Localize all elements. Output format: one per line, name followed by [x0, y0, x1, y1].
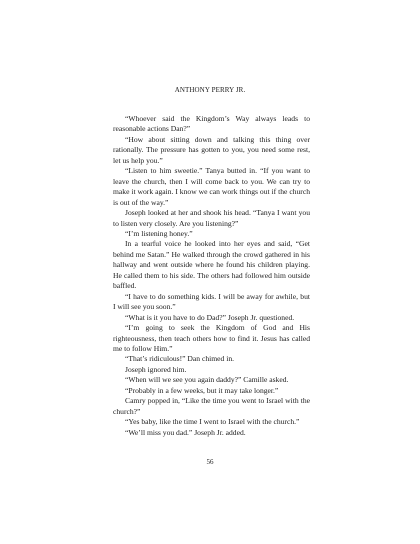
paragraph: “Whoever said the Kingdom’s Way always leads to reasonable actions Dan?” — [113, 114, 310, 134]
paragraph: “We’ll miss you dad.” Joseph Jr. added. — [125, 427, 246, 437]
paragraph: “Listen to him sweetie.” Tanya butted in. “If you want to leave the church, then I will come back to you. We can try to make it work again. I know we can work things out if the church is out of the way.” — [113, 166, 310, 207]
paragraph: “That’s ridiculous!” Dan chimed in. — [125, 354, 235, 364]
page-number: 56 — [206, 458, 214, 466]
paragraph: “What is it you have to do Dad?” Joseph Jr. questioned. — [125, 312, 295, 322]
body-text — [113, 114, 310, 438]
paragraph: “Yes baby, like the time I went to Israel with the church.” — [125, 417, 300, 427]
paragraph: “I have to do something kids. I will be away for awhile, but I will see you soon.” — [113, 291, 310, 312]
paragraph: “I’m listening honey.” — [125, 228, 193, 238]
running-header: ANTHONY PERRY JR. — [174, 86, 246, 94]
paragraph: “Probably in a few weeks, but it may take longer.” — [125, 385, 279, 395]
paragraph: In a tearful voice he looked into her eyes and said, “Get behind me Satan.” He walked through the crowd gathered in his hallway and went outside where he found his children playing. He called them to his side. The others had followed him outside baffled. — [113, 239, 310, 291]
paragraph: Camry popped in, “Like the time you went to Israel with the church?” — [113, 396, 310, 416]
paragraph: Joseph ignored him. — [125, 364, 187, 374]
paragraph: “When will we see you again daddy?” Camille asked. — [125, 375, 289, 385]
paragraph: Joseph looked at her and shook his head. “Tanya I want you to listen very closely. Are you listening?” — [113, 208, 310, 228]
paragraph: “I’m going to seek the Kingdom of God and His righteousness, then teach others how to find it. Jesus has called me to follow Him.” — [113, 323, 310, 353]
paragraph: “How about sitting down and talking this thing over rationally. The pressure has gotten to you, you need some rest, let us help you.” — [113, 134, 310, 165]
